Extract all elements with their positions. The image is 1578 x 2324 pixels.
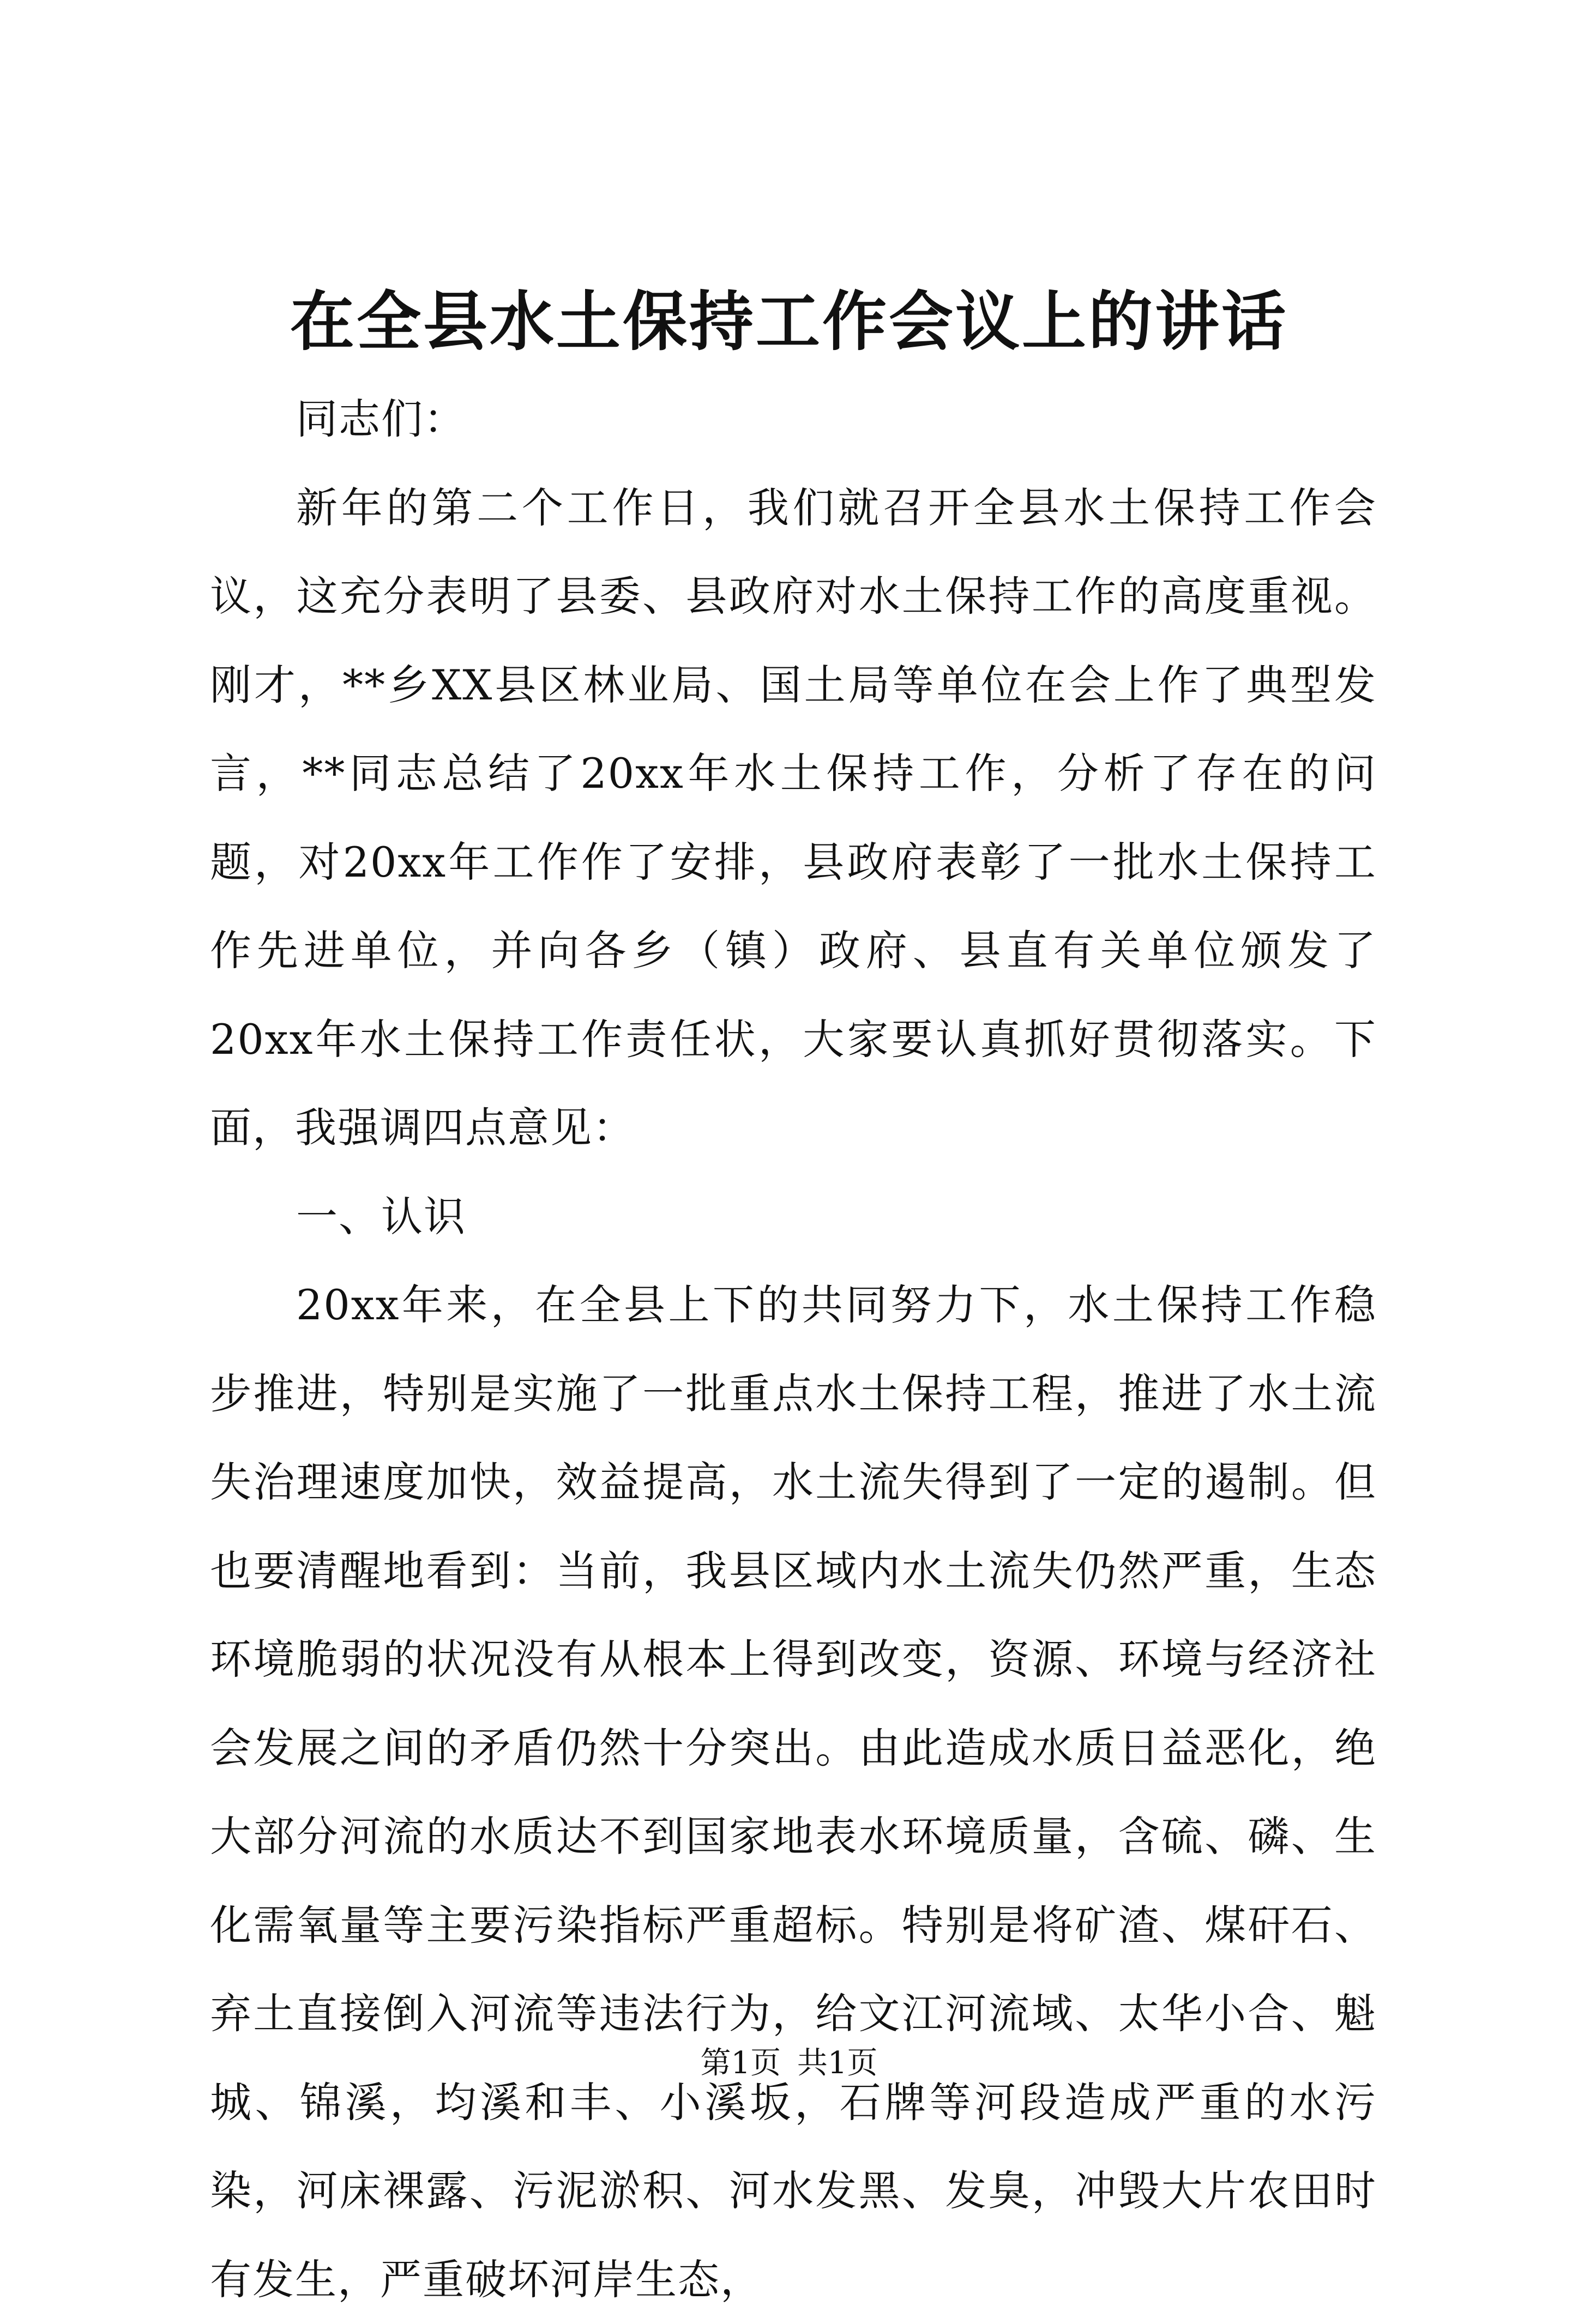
- body-paragraph: 20xx年来，在全县上下的共同努力下，水土保持工作稳步推进，特别是实施了一批重点水土保持工程，推进了水土流失治理速度加快，效益提高，水土流失得到了一定的遏制。但也要清醒地看到：当前，我县区域内水土流失仍然严重，生态环境脆弱的状况没有从根本上得到改变，资源、环境与经济社会发展之间的矛盾仍然十分突出。由此造成水质日益恶化，绝大部分河流的水质达不到国家地表水环境质量，含硫、磷、生化需氧量等主要污染指标严重超标。特别是将矿渣、煤矸石、弃土直接倒入河流等违法行为，给文江河流域、太华小合、魁城、锦溪，均溪和丰、小溪坂，石牌等河段造成严重的水污染，河床裸露、污泥淤积、河水发黑、发臭，冲毁大片农田时有发生，严重破坏河岸生态，: [210, 1281, 1377, 2304]
- salutation-paragraph: 同志们：: [296, 395, 466, 443]
- document-body: [210, 375, 1377, 2324]
- page-total: 共1页: [797, 2045, 878, 2081]
- page-footer: [0, 2042, 1578, 2085]
- page-number: 第1页: [700, 2045, 781, 2081]
- section-heading: 一、认识: [296, 1192, 466, 1241]
- document-title: 在全县水土保持工作会议上的讲话: [290, 283, 1288, 359]
- intro-paragraph: 新年的第二个工作日，我们就召开全县水土保持工作会议，这充分表明了县委、县政府对水土保持工作的高度重视。刚才，**乡XX县区林业局、国土局等单位在会上作了典型发言，**同志总结了20xx年水土保持工作，分析了存在的问题，对20xx年工作作了安排，县政府表彰了一批水土保持工作先进单位，并向各乡（镇）政府、县直有关单位颁发了20xx年水土保持工作责任状，大家要认真抓好贯彻落实。下面，我强调四点意见：: [210, 483, 1377, 1152]
